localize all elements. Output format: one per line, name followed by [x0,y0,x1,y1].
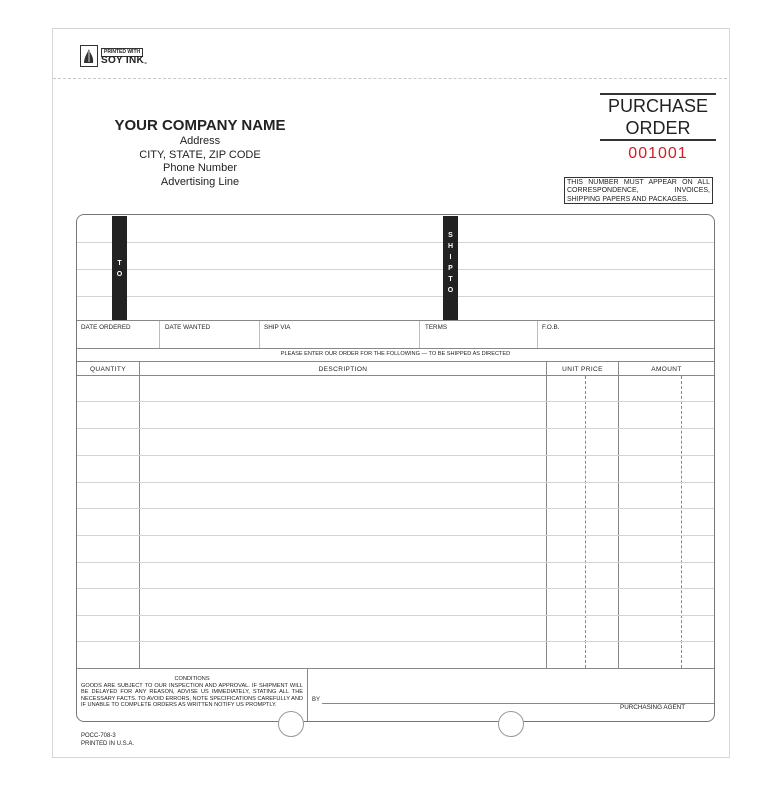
ship-to-letter: T [448,276,453,283]
punch-hole [278,711,304,737]
conditions-text: GOODS ARE SUBJECT TO OUR INSPECTION AND APPROVAL. IF SHIPMENT WILL BE DELAYED FOR ANY REASON, ADVISE US IMMEDIATELY, STATING ALL THE NECESSARY FACTS. TO AVOID ERRORS, NOTE SPECIFICATIONS CAREFULLY AND IF UNABLE TO COMPLETE ORDERS AS WRITTEN NOTIFY US PROMPTLY. [81,682,303,708]
conditions-divider [307,669,308,721]
field-divider [537,321,538,348]
ship-to-label-bar [443,216,458,320]
to-label-bar [112,216,127,320]
title-line-2: ORDER [625,118,691,138]
address-line [77,296,714,297]
ship-to-letter: O [447,287,454,294]
item-row-line [77,428,714,429]
order-form-box [76,214,715,722]
field-divider [419,321,420,348]
soy-ink-top-text: PRINTED WITH [101,48,143,57]
date-wanted-label: DATE WANTED [165,324,211,331]
document-title [600,93,716,141]
company-name: YOUR COMPANY NAME [114,117,286,134]
item-row-line [77,641,714,642]
item-row-line [77,482,714,483]
item-row-line [77,535,714,536]
company-block [80,117,320,189]
soybean-icon [80,45,98,67]
soy-ink-logo [80,45,146,67]
ship-to-letter: S [448,232,453,239]
quantity-header: QUANTITY [89,366,127,373]
order-number: 001001 [628,145,688,162]
to-letter: O [116,271,123,278]
conditions-title: CONDITIONS [174,676,210,682]
purchasing-agent-label: PURCHASING AGENT [620,704,686,711]
company-address: Address [179,135,221,147]
by-label: BY [312,697,321,703]
soy-ink-brand: SOY INK [101,55,145,66]
company-phone: Phone Number [163,162,237,174]
unit-price-header: UNIT PRICE [562,366,603,373]
address-line [77,242,714,243]
number-notice: THIS NUMBER MUST APPEAR ON ALL CORRESPONDENCE, INVOICES, SHIPPING PAPERS AND PACKAGES. [564,177,713,204]
items-bottom-rule [77,668,714,669]
fob-label: F.O.B. [542,324,560,331]
title-rule-bottom [600,139,716,141]
description-header: DESCRIPTION [318,366,368,373]
form-code: POCC-708-3 [81,733,116,739]
ship-to-letter: P [448,265,453,272]
unit-price-column-divider [618,362,619,668]
description-column-divider [546,362,547,668]
field-divider [259,321,260,348]
field-divider [159,321,160,348]
item-row-line [77,401,714,402]
address-line [77,269,714,270]
fields-row-top [77,320,714,321]
item-row-line [77,615,714,616]
form-footer [81,732,134,748]
item-row-line [77,588,714,589]
conditions-block [81,676,303,709]
unit-price-cents-divider [585,376,586,668]
item-row-line [77,455,714,456]
to-letter: T [117,260,122,267]
trademark-mark: ™ [143,61,147,66]
amount-header: AMOUNT [651,366,682,373]
order-instruction: PLEASE ENTER OUR ORDER FOR THE FOLLOWING — TO BE SHIPPED AS DIRECTED [280,351,511,357]
amount-cents-divider [681,376,682,668]
perforation-line [53,78,727,79]
fields-row-bottom [77,348,714,349]
date-ordered-label: DATE ORDERED [81,324,131,331]
ship-to-letter: I [449,254,452,261]
title-line-1: PURCHASE [607,96,709,116]
quantity-column-divider [139,362,140,668]
company-city-state-zip: CITY, STATE, ZIP CODE [139,148,261,161]
item-row-line [77,562,714,563]
punch-hole [498,711,524,737]
ship-to-letter: H [447,243,454,250]
terms-label: TERMS [425,324,448,331]
item-row-line [77,508,714,509]
ship-via-label: SHIP VIA [264,324,291,331]
company-advertising-line: Advertising Line [160,175,240,188]
printed-in: PRINTED IN U.S.A. [81,741,135,747]
